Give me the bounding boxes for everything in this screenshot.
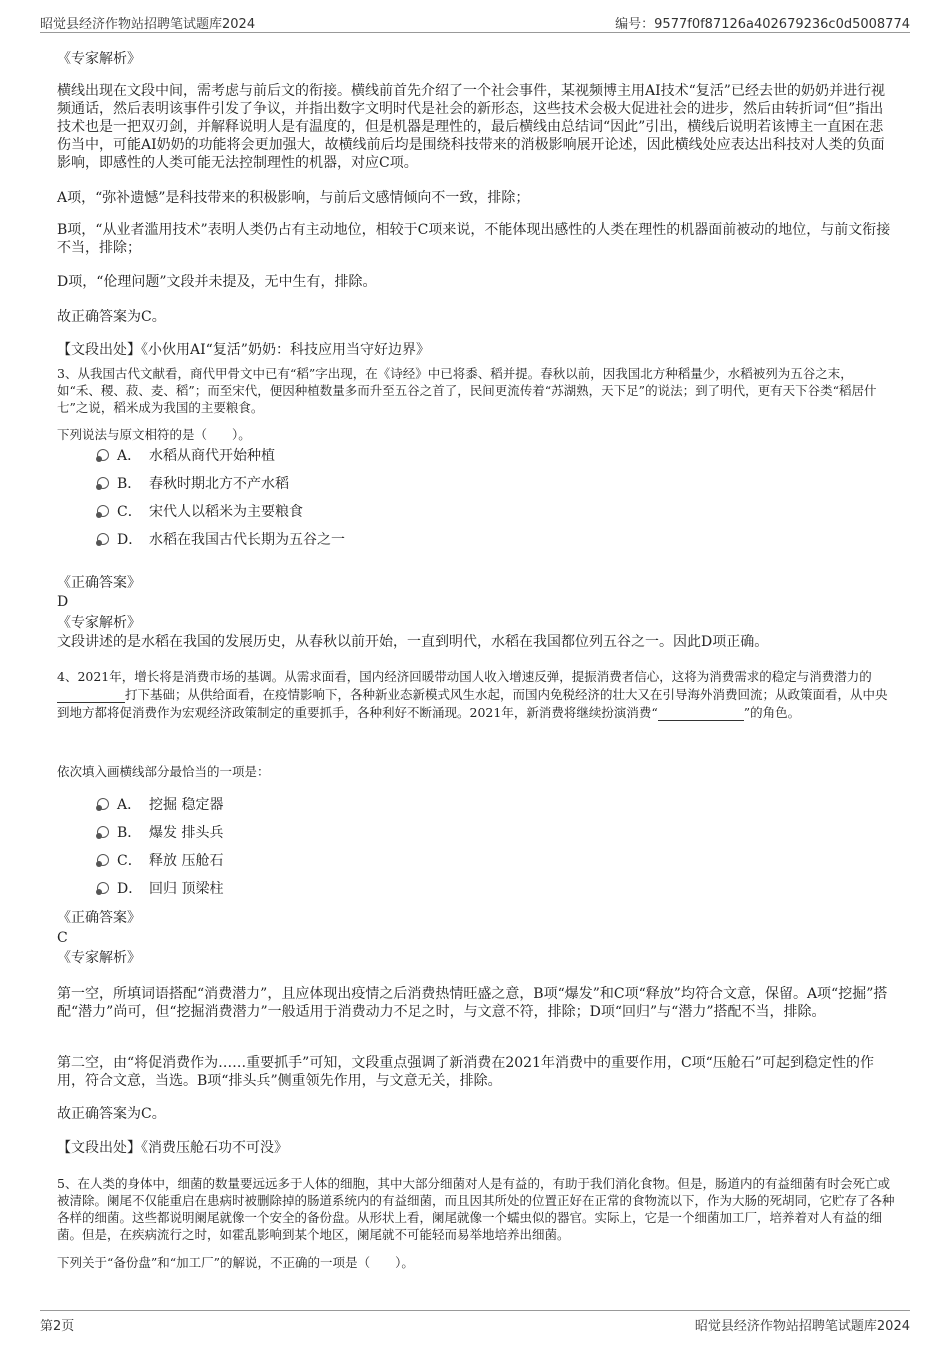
- page-number: 第2页: [40, 1319, 75, 1334]
- q3-analysis: 文段讲述的是水稻在我国的发展历史，从春秋以前开始，一直到明代，水稻在我国都位列五谷之一。因此D项正确。: [57, 634, 769, 650]
- q4-option-a[interactable]: A． 挖掘 稳定器: [97, 795, 223, 815]
- q4-analysis-para-1: 第一空，所填词语搭配“消费潜力”，且应体现出疫情之后消费热情旺盛之意，B项“爆发”和C项“释放”均符合文意，保留。A项“挖掘”搭配“潜力”尚可，但“挖掘消费潜力”一般适用于消费动力不足之时，与文意不符，排除；D项“回归”与“潜力”搭配不当，排除。: [57, 986, 888, 1020]
- q4-conclusion: 故正确答案为C。: [57, 1106, 166, 1122]
- q3-option-c[interactable]: C． 宋代人以稻米为主要粮食: [97, 502, 303, 522]
- radio-icon[interactable]: [97, 449, 109, 461]
- radio-icon[interactable]: [97, 854, 109, 866]
- header-doc-id: 编号：9577f0f87126a402679236c0d5008774: [615, 17, 910, 32]
- q3-analysis-label: 《专家解析》: [57, 615, 141, 631]
- radio-icon[interactable]: [97, 477, 109, 489]
- q3-option-a[interactable]: A． 水稻从商代开始种植: [97, 446, 275, 466]
- radio-icon[interactable]: [97, 882, 109, 894]
- radio-icon[interactable]: [97, 533, 109, 545]
- blank-2: [658, 703, 744, 721]
- q4-source: 【文段出处】《消费压舱石功不可没》: [57, 1140, 288, 1156]
- q4-answer-label: 《正确答案》: [57, 910, 141, 926]
- q3-answer: D: [57, 594, 69, 610]
- q3-option-d[interactable]: D． 水稻在我国古代长期为五谷之一: [97, 530, 345, 550]
- q4-analysis-label: 《专家解析》: [57, 950, 141, 966]
- q4-option-b[interactable]: B． 爆发 排头兵: [97, 823, 223, 843]
- q4-passage: 4、2021年，增长将是消费市场的基调。从需求面看，国内经济回暖带动国人收入增速反弹，提振消费者信心，这将为消费需求的稳定与消费潜力的打下基础；从供给面看，在疫情影响下，各种新业态新模式风生水起，而国内免税经济的壮大又在引导海外消费回流；从政策面看，从中央到地方都将促消费作为宏观经济政策制定的重要抓手，各种利好不断涌现。2021年，新消费将继续扮演消费“ ”的角色。: [57, 669, 888, 720]
- footer-title: 昭觉县经济作物站招聘笔试题库2024: [694, 1319, 910, 1334]
- q2-option-a-analysis: A项，“弥补遗憾”是科技带来的积极影响，与前后文感情倾向不一致，排除；: [57, 190, 530, 206]
- q3-option-b[interactable]: B． 春秋时期北方不产水稻: [97, 474, 289, 494]
- q4-question: 依次填入画横线部分最恰当的一项是：: [57, 764, 270, 779]
- q4-analysis-para-2: 第二空，由“将促消费作为……重要抓手”可知，文段重点强调了新消费在2021年消费中的重要作用，C项“压舱石”可起到稳定性的作用，符合文意，当选。B项“排头兵”侧重领先作用，与文意无关，排除。: [57, 1055, 874, 1089]
- q2-option-b-analysis: B项，“从业者滥用技术”表明人类仍占有主动地位，相较于C项来说，不能体现出感性的人类在理性的机器面前被动的地位，与前文衔接不当，排除；: [57, 222, 891, 256]
- q5-question: 下列关于“备份盘”和“加工厂”的解说，不正确的一项是（ ）。: [57, 1255, 414, 1270]
- page-header: [40, 10, 910, 33]
- q4-option-d[interactable]: D． 回归 顶梁柱: [97, 879, 223, 899]
- blank-1: [57, 685, 125, 703]
- q4-option-c[interactable]: C． 释放 压舱石: [97, 851, 223, 871]
- radio-icon[interactable]: [97, 826, 109, 838]
- q2-analysis-label: 《专家解析》: [57, 51, 141, 67]
- q2-conclusion: 故正确答案为C。: [57, 309, 166, 325]
- q5-passage: 5、在人类的身体中，细菌的数量要远远多于人体的细胞，其中大部分细菌对人是有益的，有助于我们消化食物。但是，肠道内的有益细菌有时会死亡或被清除。阑尾不仅能重启在患病时被删除掉的肠道系统内的有益细菌，而且因其所处的位置正好在正常的食物流以下，作为大肠的死胡同，它贮存了各种各样的细菌。这些都说明阑尾就像一个安全的备份盘。从形状上看，阑尾就像一个蠕虫似的器官。实际上，它是一个细菌加工厂，培养着对人有益的细菌。但是，在疾病流行之时，如霍乱影响到某个地区，阑尾就不可能轻而易举地培养出细菌。: [57, 1176, 895, 1242]
- header-title: 昭觉县经济作物站招聘笔试题库2024: [40, 17, 256, 32]
- page-footer: [40, 1310, 910, 1335]
- radio-icon[interactable]: [97, 798, 109, 810]
- q2-analysis-paragraph: 横线出现在文段中间，需考虑与前后文的衔接。横线前首先介绍了一个社会事件，某视频博主用AI技术“复活”已经去世的奶奶并进行视频通话，然后表明该事件引发了争议，并指出数字文明时代是社会的新形态，这些技术会极大促进社会的进步，然后由转折词“但”指出技术也是一把双刃剑，并解释说明人是有温度的，但是机器是理性的，最后横线由总结词“因此”引出，横线后说明若该博主一直困在悲伤当中，可能AI奶奶的功能将会更加强大，故横线前后均是围绕科技带来的消极影响展开论述，因此横线处应表达出科技对人类的负面影响，即感性的人类可能无法控制理性的机器，对应C项。: [57, 83, 885, 171]
- q3-answer-label: 《正确答案》: [57, 575, 141, 591]
- q2-source: 【文段出处】《小伙用AI“复活”奶奶：科技应用当守好边界》: [57, 342, 430, 358]
- radio-icon[interactable]: [97, 505, 109, 517]
- q3-question: 下列说法与原文相符的是（ ）。: [57, 427, 251, 442]
- q2-option-d-analysis: D项，“伦理问题”文段并未提及，无中生有，排除。: [57, 274, 377, 290]
- q4-answer: C: [57, 930, 68, 946]
- q3-passage: 3、从我国古代文献看，商代甲骨文中已有“稻”字出现，在《诗经》中已将黍、稻并提。春秋以前，因我国北方种稻量少，水稻被列为五谷之末，如“禾、稷、菽、麦、稻”；而至宋代，便因种植数量多而升至五谷之首了，民间更流传着“苏湖熟，天下足”的说法；到了明代，更有天下谷类“稻居什七”之说，稻米成为我国的主要粮食。: [57, 366, 877, 415]
